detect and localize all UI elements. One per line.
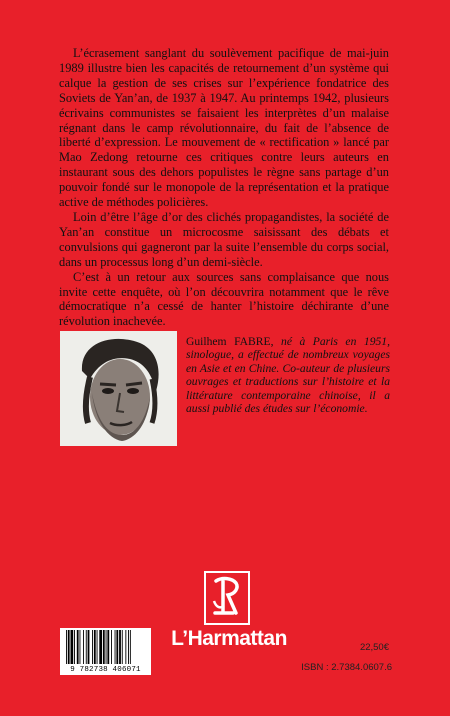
author-name: Guilhem FABRE, — [186, 335, 274, 348]
publisher-name: L’Harmattan — [171, 627, 287, 650]
isbn: ISBN : 2.7384.0607.6 — [301, 662, 392, 673]
blurb-paragraph-1: L’écrasement sanglant du soulèvement pacifique de mai-juin 1989 illustre bien les capacités de retournement d’un système qui calque la gestion de ses crises sur l’expérience fondatrice des Soviets de Yan’an, de 1937 à 1947. Au printemps 1942, plusieurs écrivains communistes se faisaient les interprètes d’un malaise régnant dans le camp révolutionnaire, du fait de l’absence de liberté d’expression. Le mouvement de « rectification » lancé par Mao Zedong retourne ces critiques contre leurs auteurs en instaurant sous des dehors populistes le règne sans partage d’un pouvoir fondé sur le monopole de la représentation et la pratique active de méthodes policières. — [59, 46, 389, 210]
blurb-paragraph-3: C’est à un retour aux sources sans complaisance que nous invite cette enquête, où l’on découvrira notamment que le rêve démocratique n’a cessé de hanter l’histoire déchirante d’une révolution inachevée. — [59, 269, 389, 329]
barcode — [60, 628, 151, 675]
publisher-logo — [204, 571, 250, 625]
author-portrait-image — [60, 331, 177, 446]
author-photo — [60, 331, 177, 446]
blurb-paragraph-2: Loin d’être l’âge d’or des clichés propagandistes, la société de Yan’an constitue un microcosme saisissant des débats et convulsions qui gagneront par la suite l’ensemble du corps social, dans un processus long d’un demi-siècle. — [59, 209, 389, 269]
barcode-number: 9 782738 406071 — [70, 666, 141, 674]
barcode-bars — [60, 630, 151, 666]
harmattan-logo-icon — [206, 573, 248, 623]
back-cover-blurb — [59, 46, 389, 329]
price: 22,50€ — [359, 642, 389, 653]
author-bio-text: né à Paris en 1951, sinologue, a effectué de nombreux voyages en Asie et en Chine. Co-auteur de plusieurs ouvrages et traductions sur l’histoire et la littérature contemporaine chinoise, il a aussi publié des études sur l’économie. — [186, 335, 390, 416]
author-bio — [186, 335, 390, 415]
